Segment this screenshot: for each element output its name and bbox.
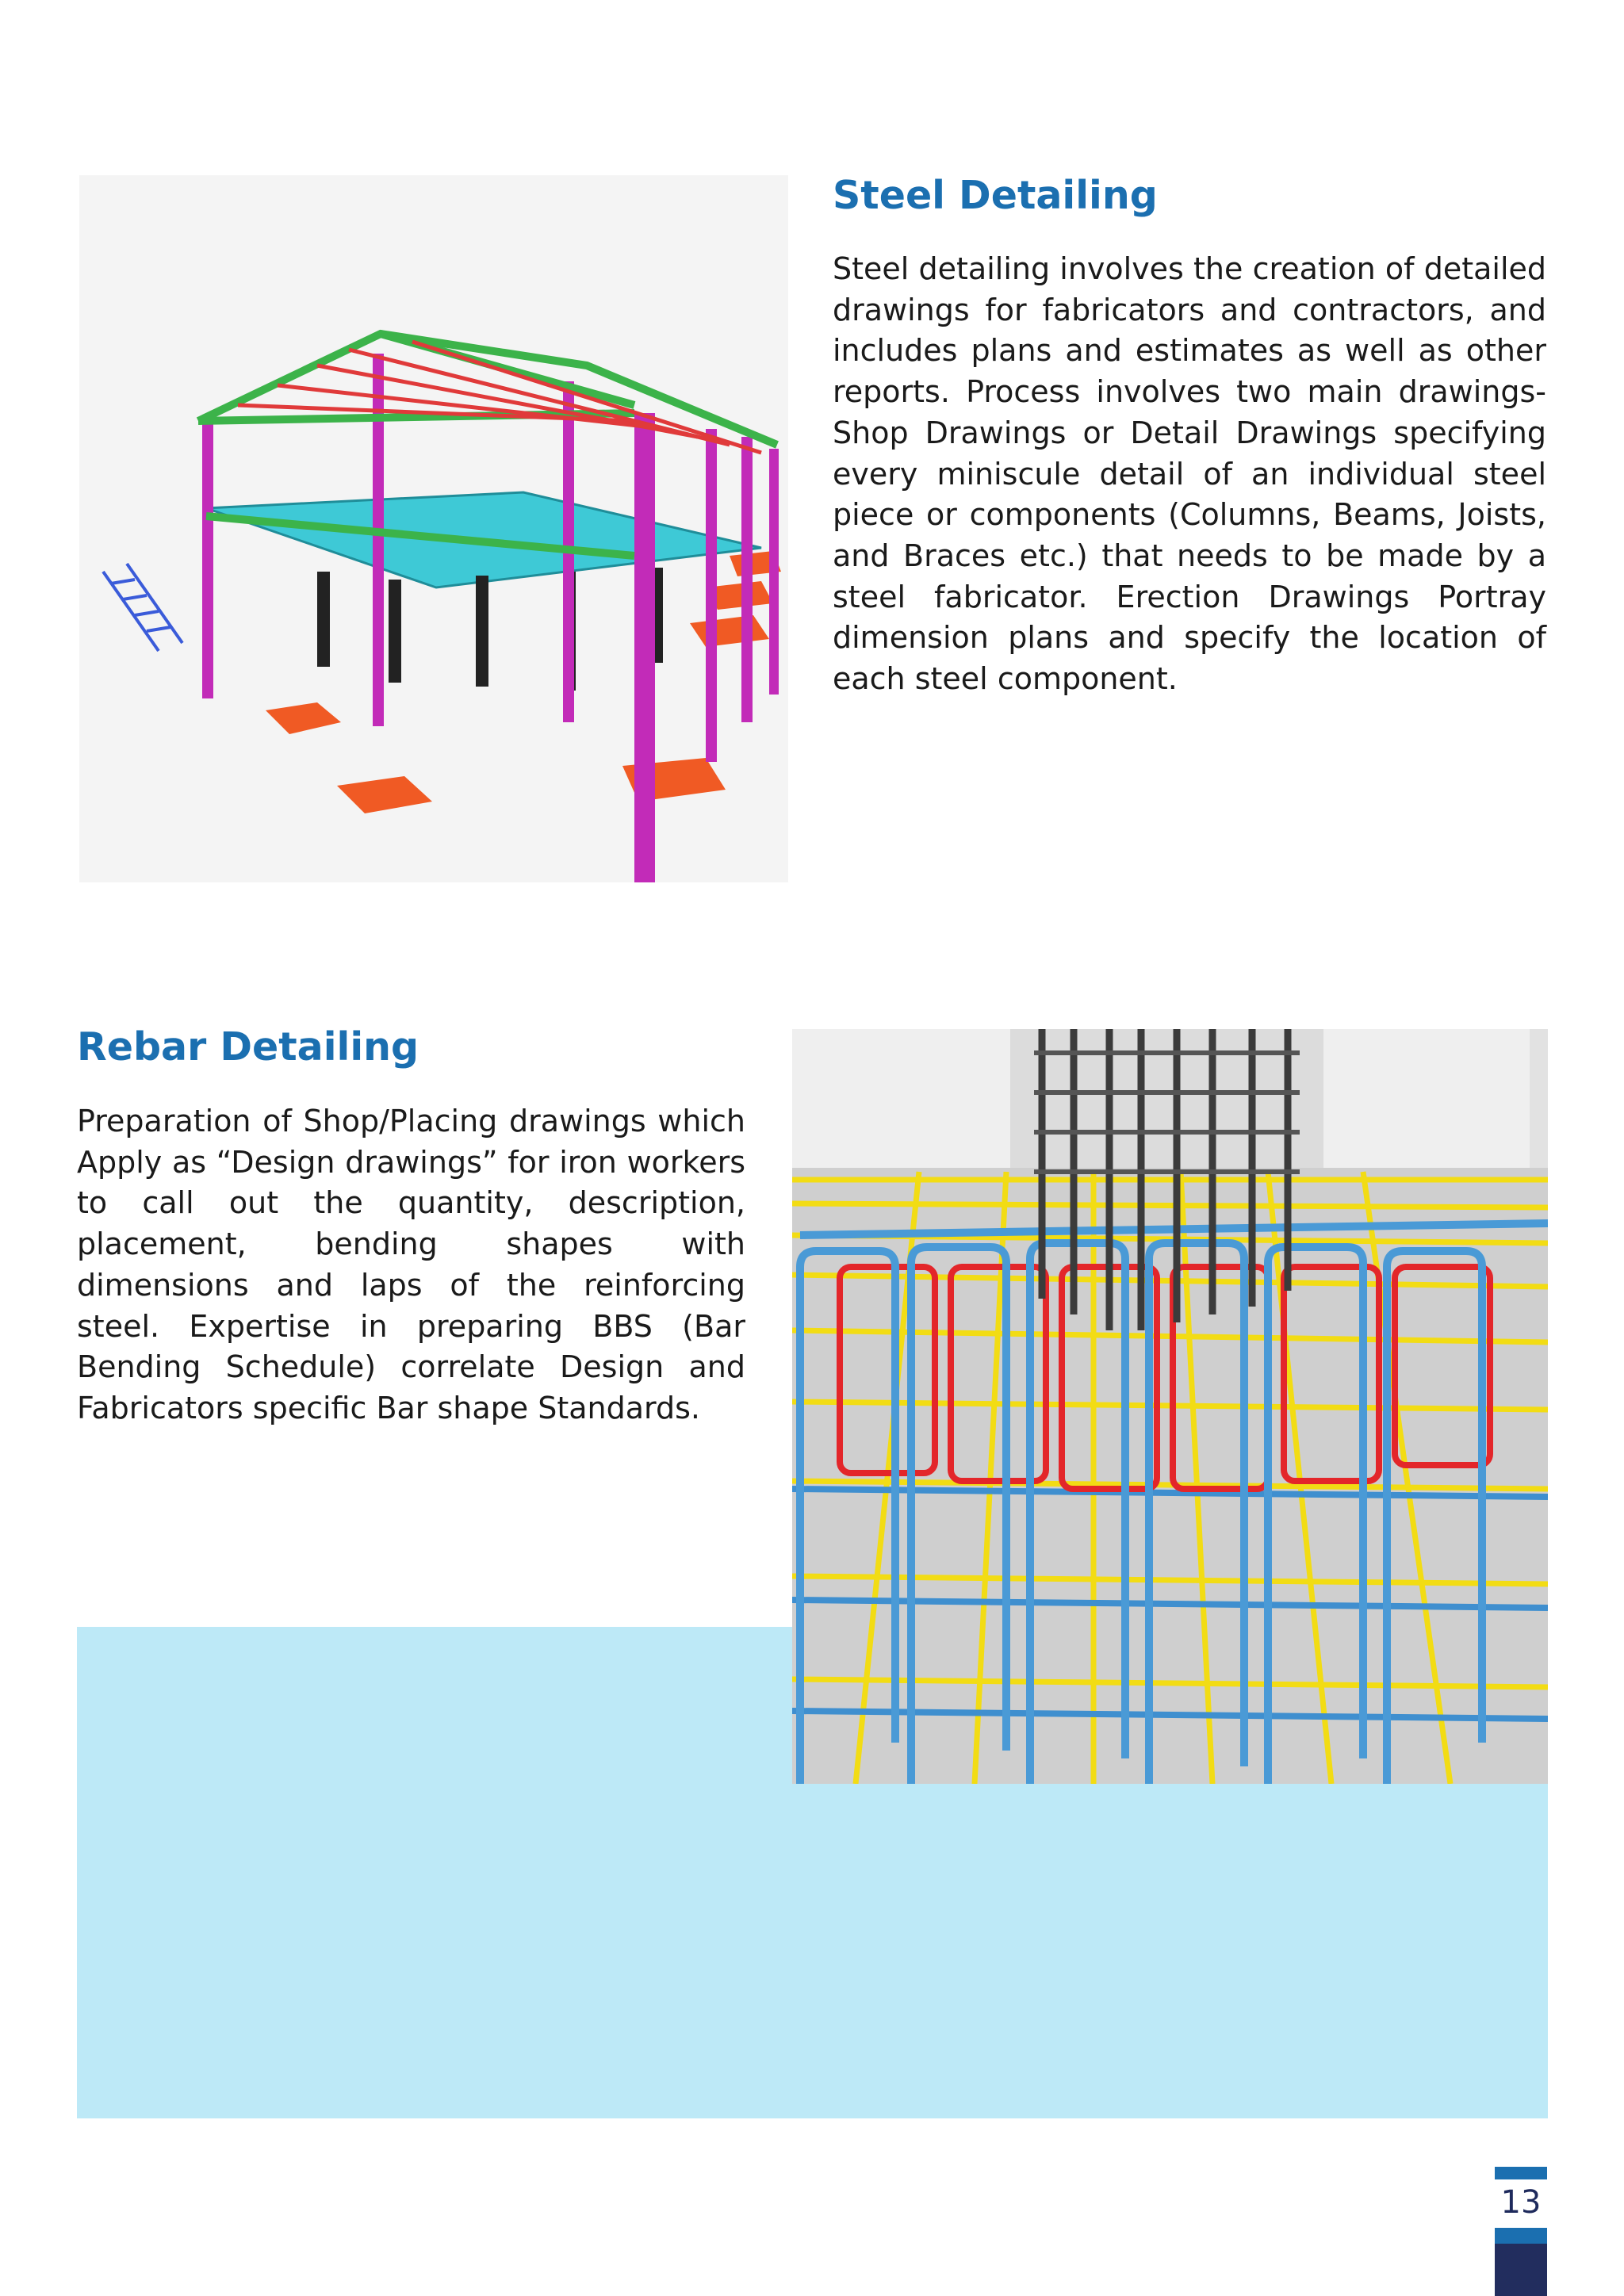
steel-detailing-heading: Steel Detailing <box>833 173 1158 218</box>
steel-detailing-paragraph: Steel detailing involves the creation of detailed drawings for fabricators and contractors, and includes plans and estimates as well as other reports. Process involves two main drawings- Shop Drawings or Detail Drawings specifying every miniscule detail of an individual steel piece or components (Columns, Beams, Joists, and Braces etc.) that needs to be made by a steel fabricator. Erection Drawings Portray dimension plans and specify the location of each steel component. <box>833 251 1546 697</box>
page-number: 13 <box>1500 2184 1542 2221</box>
page-tab-top-bar <box>1495 2167 1547 2179</box>
rebar-detailing-heading: Rebar Detailing <box>77 1024 419 1070</box>
steel-structure-image <box>79 175 788 882</box>
rebar-cage-image <box>792 1029 1548 1784</box>
rebar-detailing-paragraph: Preparation of Shop/Placing drawings which Apply as “Design drawings” for iron workers to call out the quantity, description, placement, bending shapes with dimensions and laps of the reinforcing steel. Expertise in preparing BBS (Bar Bending Schedule) correlate Design and Fabricators specific Bar shape Standards. <box>77 1104 745 1425</box>
page-tab-bottom-block <box>1495 2228 1547 2296</box>
